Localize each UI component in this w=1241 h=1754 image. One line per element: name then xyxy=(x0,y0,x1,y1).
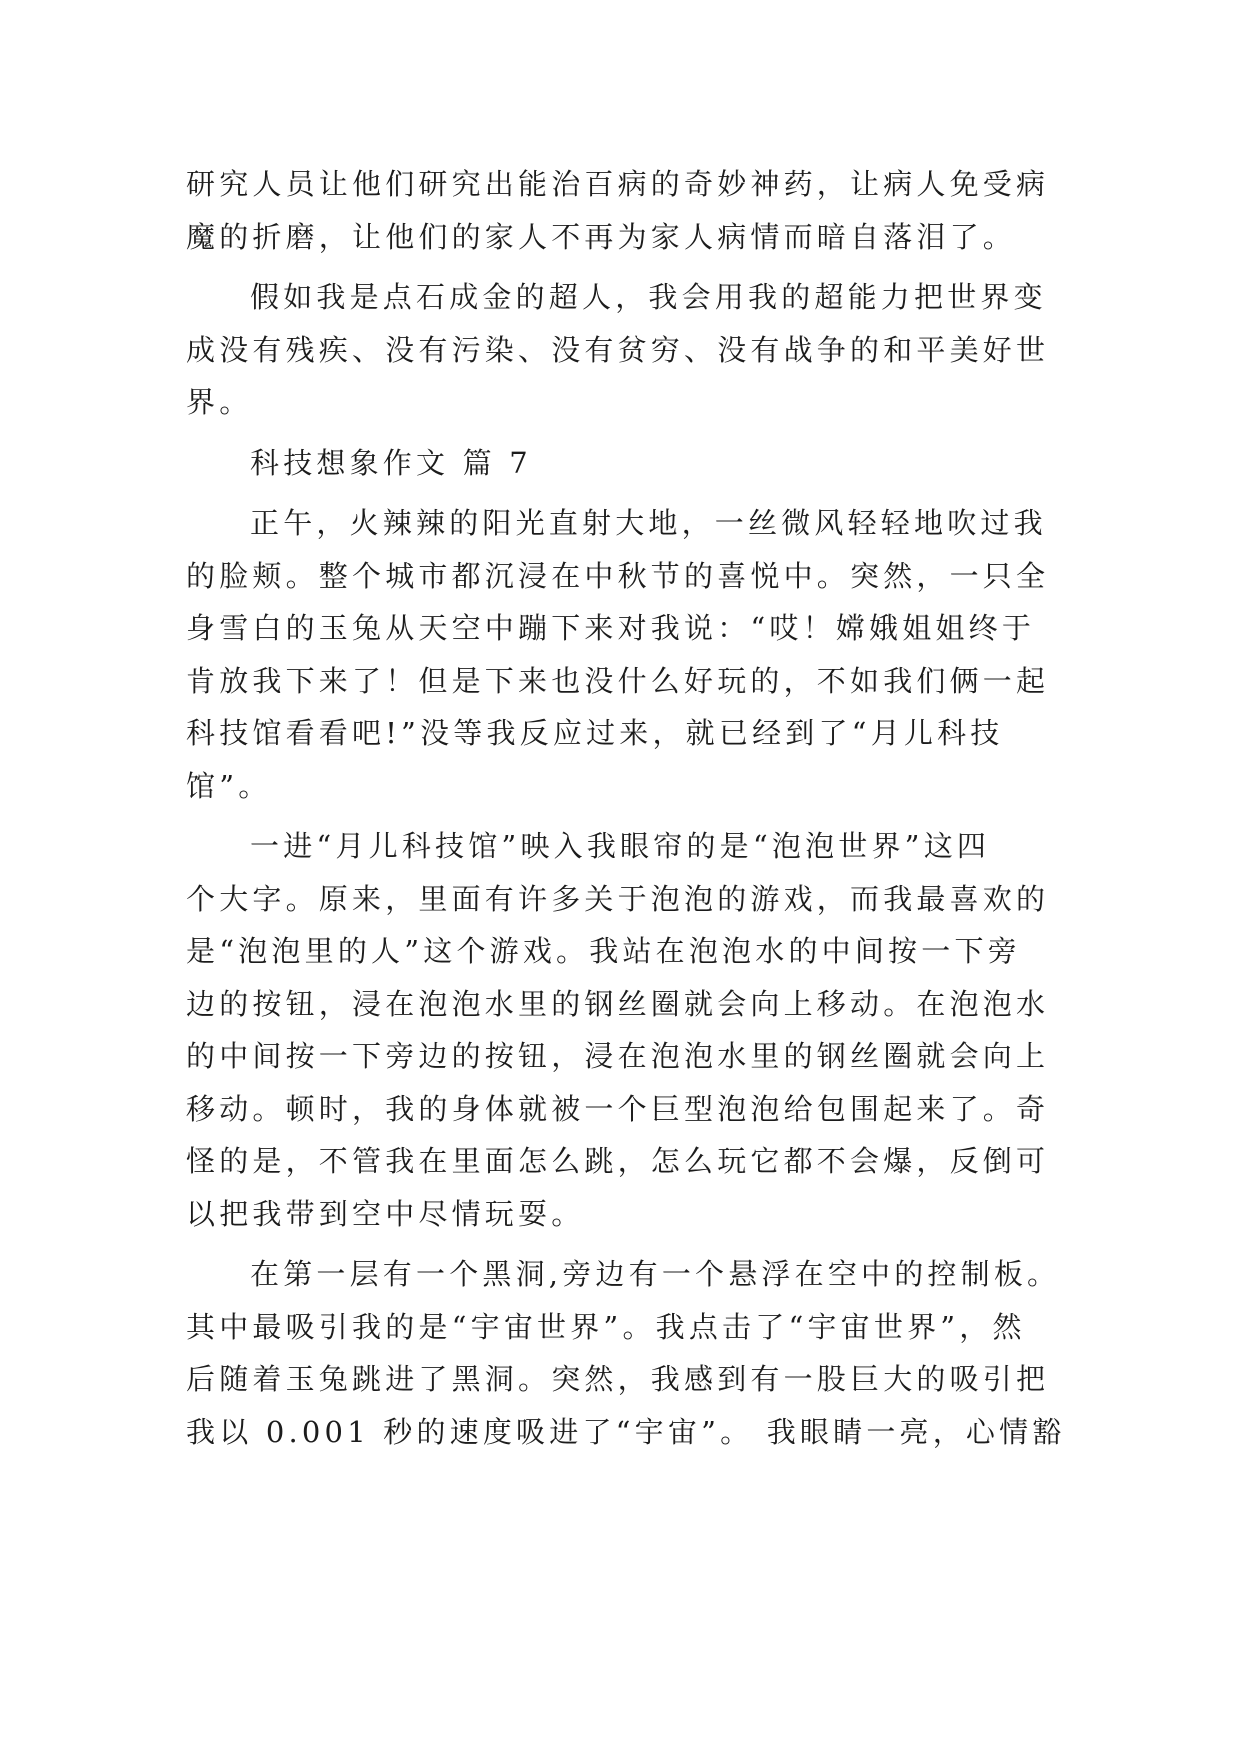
paragraph-line: 以把我带到空中尽情玩耍。 xyxy=(186,1196,585,1231)
paragraph-line: 科技馆看看吧!”没等我反应过来，就已经到了“月儿科技 xyxy=(186,716,1004,750)
paragraph-line: 研究人员让他们研究出能治百病的奇妙神药，让病人免受病 xyxy=(186,167,1050,201)
paragraph-line: 后随着玉兔跳进了黑洞。突然，我感到有一股巨大的吸引把 xyxy=(186,1362,1050,1396)
paragraph-line: 是“泡泡里的人”这个游戏。我站在泡泡水的中间按一下旁 xyxy=(186,934,1021,968)
paragraph-line: 移动。顿时，我的身体就被一个巨型泡泡给包围起来了。奇 xyxy=(186,1091,1050,1126)
paragraph-line: 成没有残疾、没有污染、没有贫穷、没有战争的和平美好世 xyxy=(186,332,1050,367)
paragraph-line: 在第一层有一个黑洞,旁边有一个悬浮在空中的控制板。 xyxy=(250,1257,1061,1291)
paragraph-line: 一进“月儿科技馆”映入我眼帘的是“泡泡世界”这四 xyxy=(250,829,991,863)
document-body xyxy=(186,158,1066,1458)
paragraph-line: 魔的折磨，让他们的家人不再为家人病情而暗自落泪了。 xyxy=(186,219,1017,254)
paragraph-line: 身雪白的玉兔从天空中蹦下来对我说：“哎！嫦娥姐姐终于 xyxy=(186,611,1036,645)
paragraph-line: 怪的是，不管我在里面怎么跳，怎么玩它都不会爆，反倒可 xyxy=(186,1144,1050,1178)
paragraph-line: 个大字。原来，里面有许多关于泡泡的游戏，而我最喜欢的 xyxy=(186,881,1050,916)
paragraph-line: 假如我是点石成金的超人，我会用我的超能力把世界变 xyxy=(250,280,1047,314)
paragraph-line: 界。 xyxy=(186,385,253,419)
paragraph-line: 肯放我下来了！但是下来也没什么好玩的，不如我们俩一起 xyxy=(186,663,1050,698)
section-heading: 科技想象作文 篇 7 xyxy=(250,445,532,480)
paragraph-line: 的脸颊。整个城市都沉浸在中秋节的喜悦中。突然，一只全 xyxy=(186,558,1050,593)
paragraph-line: 其中最吸引我的是“宇宙世界”。我点击了“宇宙世界”，然 xyxy=(186,1309,1026,1344)
paragraph-line: 馆”。 xyxy=(186,768,272,803)
paragraph-line: 正午，火辣辣的阳光直射大地，一丝微风轻轻地吹过我 xyxy=(250,506,1047,540)
paragraph-line: 的中间按一下旁边的按钮，浸在泡泡水里的钢丝圈就会向上 xyxy=(186,1039,1050,1073)
paragraph-line: 我以 0.001 秒的速度吸进了“宇宙”。 我眼睛一亮，心情豁 xyxy=(186,1414,1066,1449)
paragraph-line: 边的按钮，浸在泡泡水里的钢丝圈就会向上移动。在泡泡水 xyxy=(186,986,1050,1021)
